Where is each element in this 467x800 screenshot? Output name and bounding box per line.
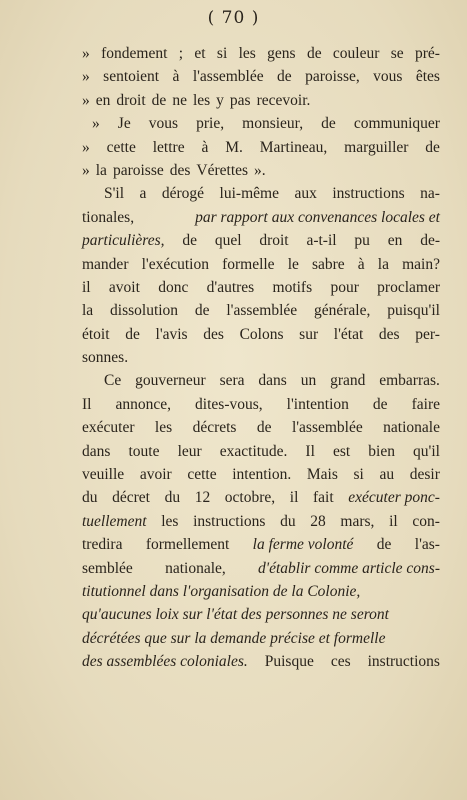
word: pu: [354, 232, 370, 250]
word: M.: [225, 138, 243, 156]
word: des: [203, 325, 224, 343]
word: paroisse: [112, 161, 164, 179]
word: communiquer: [353, 115, 440, 133]
word: formellement: [145, 536, 230, 554]
word: Mais: [306, 466, 338, 484]
word: de: [425, 138, 440, 156]
word: motifs: [272, 278, 313, 296]
word: qu'aucunes loix sur l'état des personnes ne seront: [82, 606, 389, 624]
word: leur: [177, 442, 202, 460]
word: exactitude.: [219, 442, 288, 460]
word: du: [164, 489, 181, 507]
word: mars,: [340, 512, 375, 530]
word: décrets: [192, 419, 237, 437]
word: du: [280, 512, 296, 530]
text-line: [82, 206, 440, 229]
word: veuille: [82, 466, 125, 484]
word: dans: [82, 442, 111, 460]
word: dissolution: [110, 302, 179, 320]
word: en: [387, 232, 403, 250]
word: proclamer: [377, 278, 440, 296]
text-line: [82, 42, 440, 65]
word: Colons: [239, 325, 284, 343]
page-number: ( 70 ): [207, 8, 260, 28]
word: de: [256, 419, 272, 437]
word: de: [376, 536, 392, 554]
text-line: [82, 533, 440, 556]
word: êtes: [415, 68, 440, 86]
text-line: [82, 603, 440, 626]
word: sabre: [311, 255, 345, 273]
text-line: [82, 650, 440, 673]
word: un: [300, 372, 317, 390]
word: annonce,: [115, 395, 172, 413]
text-line: [82, 346, 440, 369]
word: instructions: [332, 185, 405, 203]
text-line: [82, 580, 440, 603]
word: de: [182, 232, 197, 250]
word: grand: [330, 372, 366, 390]
word: de: [372, 395, 388, 413]
word: d'établir comme article cons-: [258, 559, 440, 577]
word: droit: [259, 232, 289, 250]
word: si: [216, 45, 228, 62]
word: nationale: [383, 419, 440, 437]
word: par rapport aux convenances locales et: [195, 208, 440, 226]
word: l'intention: [286, 395, 349, 413]
text-line: [82, 463, 440, 486]
word: au: [379, 466, 395, 484]
word: l'état: [333, 325, 364, 343]
word: »: [82, 91, 90, 109]
word: a: [139, 185, 147, 203]
word: »: [82, 161, 90, 179]
word: formelle: [222, 255, 275, 273]
word: S'il: [104, 185, 125, 203]
word: à: [357, 255, 365, 273]
word: si: [353, 466, 364, 484]
word: de: [125, 325, 140, 343]
word: de: [306, 45, 322, 62]
word: fait: [313, 489, 334, 507]
word: embarras.: [379, 372, 440, 390]
word: »: [82, 68, 90, 86]
word: ;: [178, 45, 184, 62]
word: l'exécution: [141, 255, 209, 273]
text-line: [82, 276, 440, 299]
text-line: [82, 510, 440, 533]
word: de: [321, 115, 336, 133]
word: la: [82, 302, 94, 320]
text-line: [82, 323, 440, 346]
word: faire: [411, 395, 440, 413]
word: particulières,: [82, 232, 165, 250]
word: Vérettes: [196, 161, 249, 179]
word: à: [201, 138, 209, 156]
word: bien: [368, 442, 395, 460]
text-line: [82, 416, 440, 439]
word: gouverneur: [135, 372, 206, 390]
word: droit: [116, 91, 146, 109]
word: l'as-: [414, 536, 440, 554]
word: y: [216, 91, 224, 109]
text-line: [82, 65, 440, 88]
word: sonnes.: [82, 349, 129, 367]
word: toute: [128, 442, 160, 460]
word: les: [161, 512, 179, 530]
word: de: [277, 68, 292, 86]
word: il: [389, 512, 398, 530]
word: »: [82, 45, 90, 62]
word: monsieur,: [242, 115, 304, 133]
word: il: [82, 278, 91, 296]
word: vous: [373, 68, 403, 86]
word: il: [289, 489, 299, 507]
word: pré-: [415, 45, 440, 62]
word: nationale,: [165, 559, 226, 577]
text-line: [82, 557, 440, 580]
word: les: [238, 45, 256, 62]
word: de: [194, 302, 210, 320]
word: tionales,: [82, 208, 135, 226]
word: octobre,: [224, 489, 276, 507]
word: cette: [187, 466, 217, 484]
word: paroisse,: [305, 68, 360, 86]
text-line: [82, 136, 440, 159]
word: sera: [219, 372, 245, 390]
word: donc: [158, 278, 189, 296]
word: d'autres: [206, 278, 255, 296]
word: »: [82, 138, 90, 156]
word: sentoient: [103, 68, 160, 86]
word: gens: [267, 45, 296, 62]
word: exécuter: [82, 419, 135, 437]
word: per-: [415, 325, 440, 343]
text-line: [82, 440, 440, 463]
word: pas: [229, 91, 251, 109]
word: mander: [82, 255, 129, 273]
word: pour: [330, 278, 359, 296]
text-line: [82, 393, 440, 416]
word: »: [92, 115, 100, 133]
word: desir: [409, 466, 440, 484]
word: et: [194, 45, 206, 62]
word: sur: [299, 325, 319, 343]
word: Je: [117, 115, 131, 133]
word: du: [82, 489, 98, 507]
word: recevoir.: [256, 91, 311, 109]
word: l'assemblée: [291, 419, 363, 437]
word: les: [154, 419, 173, 437]
word: tuellement: [82, 512, 147, 530]
word: l'assemblée: [192, 68, 264, 86]
text-line: [82, 627, 440, 650]
word: puisqu'il: [387, 302, 440, 320]
word: l'assemblée: [226, 302, 298, 320]
word: des: [378, 325, 400, 343]
text-line: [82, 159, 440, 182]
text-line: [82, 369, 440, 392]
word: vous: [148, 115, 179, 133]
word: des: [169, 161, 191, 179]
word: qu'il: [413, 442, 440, 460]
word: est: [332, 442, 351, 460]
word: Puisque: [264, 653, 314, 671]
word: tredira: [82, 536, 123, 554]
word: instructions: [367, 653, 440, 671]
word: les: [192, 91, 211, 109]
word: instructions: [193, 512, 266, 530]
word: avoir: [139, 466, 172, 484]
word: exécuter ponc-: [348, 489, 440, 507]
word: générale,: [313, 302, 371, 320]
word: se: [390, 45, 404, 62]
word: semblée: [82, 559, 133, 577]
word: lettre: [152, 138, 185, 156]
word: l'avis: [155, 325, 188, 343]
word: décrétées que sur la demande précise et formelle: [82, 629, 386, 647]
text-line: [82, 112, 440, 135]
word: Il: [82, 395, 92, 413]
word: dérogé: [161, 185, 205, 203]
word: a-t-il: [306, 232, 337, 250]
text-line: [82, 299, 440, 322]
word: la ferme volonté: [252, 536, 354, 554]
word: de-: [420, 232, 440, 250]
word: ».: [254, 161, 266, 179]
word: cette: [106, 138, 136, 156]
word: avoit: [108, 278, 140, 296]
word: fondement: [101, 45, 168, 62]
body-text: [82, 42, 440, 674]
text-line: [82, 253, 440, 276]
word: lui-même: [219, 185, 279, 203]
word: intention.: [232, 466, 292, 484]
word: la: [95, 161, 107, 179]
word: aux: [294, 185, 317, 203]
word: con-: [412, 512, 440, 530]
text-line: [82, 229, 440, 252]
word: couleur: [332, 45, 380, 62]
word: dites-vous,: [195, 395, 263, 413]
word: prie,: [196, 115, 225, 133]
word: marguiller: [344, 138, 409, 156]
word: de: [151, 91, 167, 109]
word: le: [287, 255, 299, 273]
word: Martineau,: [259, 138, 328, 156]
word: la: [377, 255, 389, 273]
word: 12: [194, 489, 211, 507]
word: ne: [172, 91, 187, 109]
word: titutionnel dans l'organisation de la Colonie,: [82, 582, 361, 600]
word: na-: [420, 185, 440, 203]
word: à: [172, 68, 180, 86]
word: décret: [112, 489, 150, 507]
word: quel: [214, 232, 242, 250]
word: dans: [258, 372, 287, 390]
word: Ce: [104, 372, 122, 390]
word: 28: [310, 512, 326, 530]
word: en: [95, 91, 111, 109]
word: Il: [305, 442, 315, 460]
text-line: [82, 486, 440, 509]
word: des assemblées coloniales.: [82, 653, 248, 671]
word: main?: [402, 255, 440, 273]
text-line: [82, 89, 440, 112]
text-line: [82, 182, 440, 205]
word: ces: [330, 653, 351, 671]
word: étoit: [82, 325, 110, 343]
